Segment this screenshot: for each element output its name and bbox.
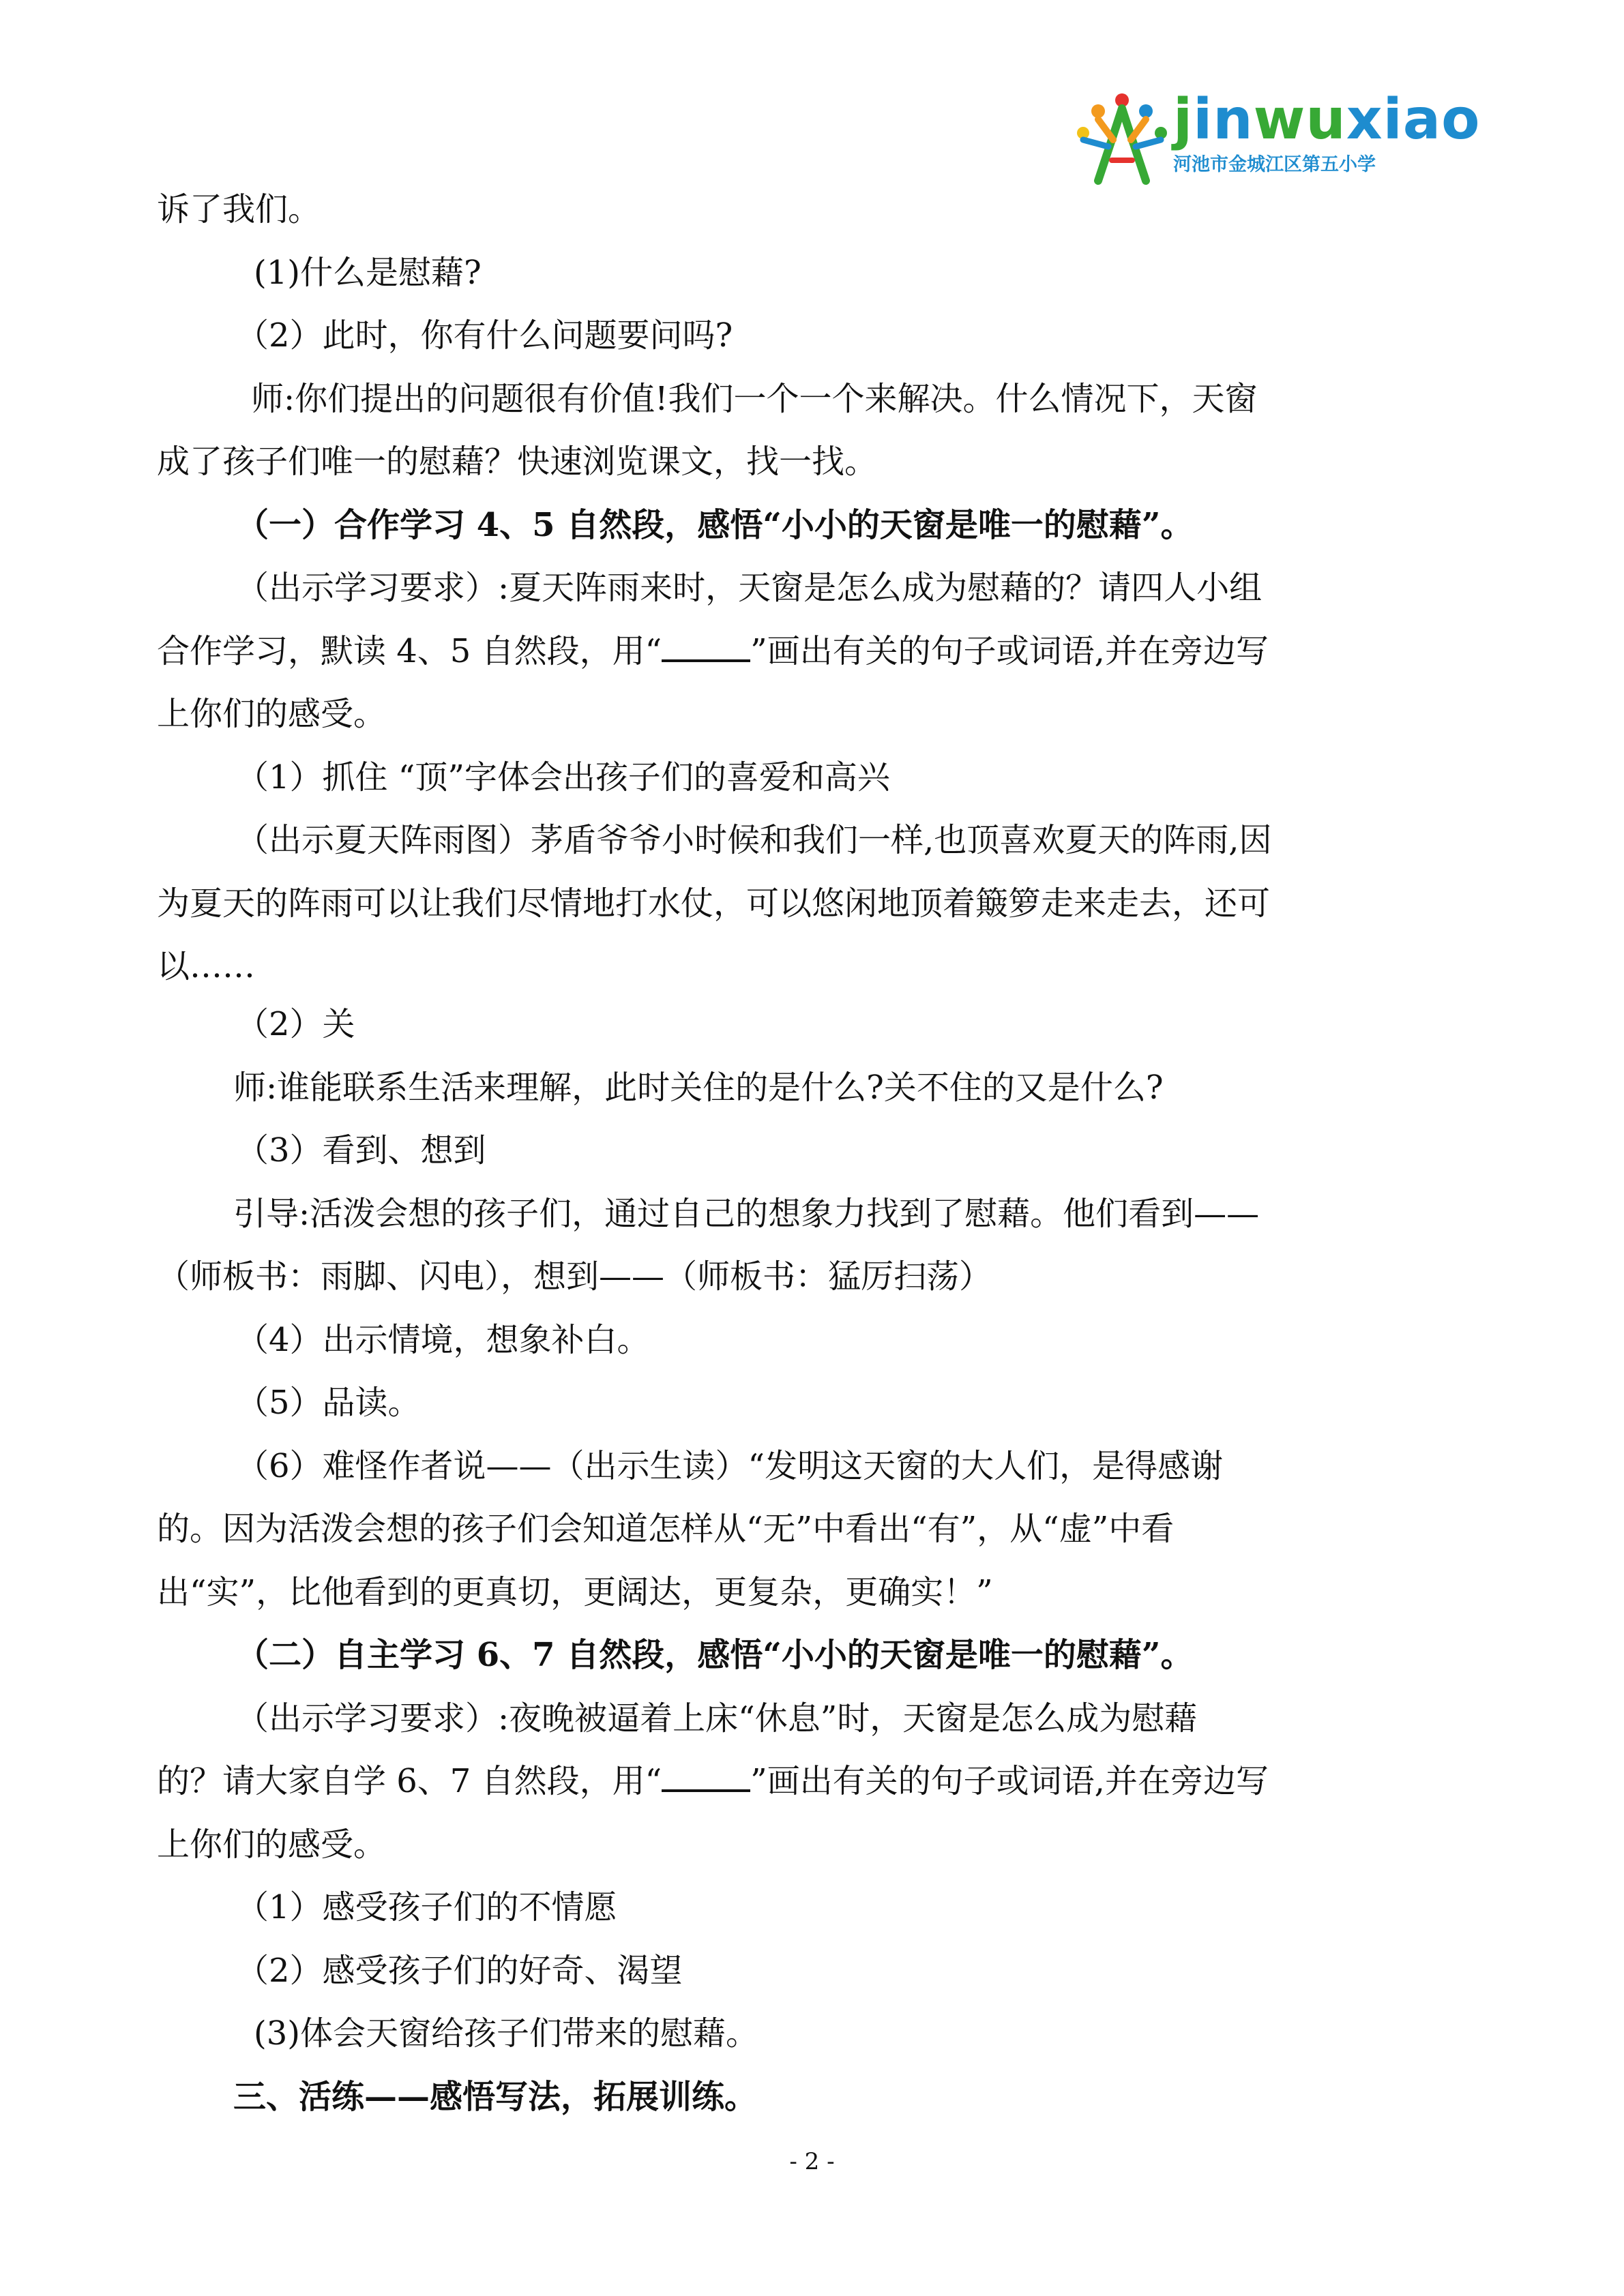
- paragraph-line: （4）出示情境，想象补白。: [236, 1321, 650, 1359]
- paragraph-line: 的。因为活泼会想的孩子们会知道怎样从“无”中看出“有”，从“虚”中看: [157, 1510, 1175, 1548]
- paragraph-line: 上你们的感受。: [157, 1825, 387, 1864]
- fill-blank-underline: [662, 632, 750, 662]
- paragraph-line: 以……: [157, 947, 256, 985]
- paragraph-line: 诉了我们。: [157, 190, 321, 228]
- paragraph-line: 为夏天的阵雨可以让我们尽情地打水仗，可以悠闲地顶着簸箩走来走去，还可: [157, 884, 1271, 923]
- paragraph-line: 引导:活泼会想的孩子们，通过自己的想象力找到了慰藉。他们看到——: [233, 1195, 1260, 1233]
- paragraph-line: 师:你们提出的问题很有价值!我们一个一个来解决。什么情况下，天窗: [251, 380, 1258, 418]
- paragraph-line: （出示学习要求）:夏天阵雨来时，天窗是怎么成为慰藉的？请四人小组: [236, 569, 1263, 607]
- paragraph-line: （师板书：雨脚、闪电），想到——（师板书：猛厉扫荡）: [157, 1257, 992, 1296]
- paragraph-line: （3）看到、想到: [236, 1131, 486, 1169]
- paragraph-line: (3)体会天窗给孩子们带来的慰藉。: [254, 2014, 758, 2053]
- paragraph-line: （出示学习要求）:夜晚被逼着上床“休息”时，天窗是怎么成为慰藉: [236, 1699, 1198, 1738]
- logo-wordmark: jinwuxiao: [1173, 87, 1481, 152]
- paragraph-line: （1）感受孩子们的不情愿: [236, 1888, 617, 1926]
- fill-blank-underline: [662, 1762, 750, 1792]
- paragraph-line: 的？请大家自学 6、7 自然段，用“ ”画出有关的句子或词语,并在旁边写: [157, 1762, 1269, 1800]
- paragraph-line: （出示夏天阵雨图）茅盾爷爷小时候和我们一样,也顶喜欢夏天的阵雨,因: [236, 821, 1272, 859]
- paragraph-line: 上你们的感受。: [157, 695, 387, 733]
- paragraph-line: （5）品读。: [236, 1384, 421, 1422]
- paragraph-line: （2）此时，你有什么问题要问吗?: [236, 316, 733, 355]
- paragraph-line: （2）关: [236, 1005, 355, 1043]
- school-name: 河池市金城江区第五小学: [1173, 154, 1376, 175]
- paragraph-line: （2）感受孩子们的好奇、渴望: [236, 1952, 683, 1990]
- section-heading: （一）合作学习 4、5 自然段，感悟“小小的天窗是唯一的慰藉”。: [236, 506, 1194, 544]
- paragraph-line: （6）难怪作者说——（出示生读）“发明这天窗的大人们，是得感谢: [236, 1447, 1224, 1485]
- paragraph-line: 成了孩子们唯一的慰藉？快速浏览课文，找一找。: [157, 443, 878, 481]
- paragraph-line: (1)什么是慰藉?: [254, 254, 482, 292]
- paragraph-line: 合作学习，默读 4、5 自然段，用“ ”画出有关的句子或词语,并在旁边写: [157, 632, 1269, 670]
- page-number: - 2 -: [789, 2148, 835, 2175]
- paragraph-line: 出“实”，比他看到的更真切，更阔达，更复杂，更确实！”: [157, 1573, 993, 1611]
- paragraph-line: 师:谁能联系生活来理解，此时关住的是什么?关不住的又是什么?: [233, 1069, 1164, 1107]
- section-heading: （二）自主学习 6、7 自然段，感悟“小小的天窗是唯一的慰藉”。: [236, 1636, 1194, 1674]
- section-heading: 三、活练——感悟写法，拓展训练。: [233, 2078, 758, 2116]
- paragraph-line: （1）抓住 “顶”字体会出孩子们的喜爱和高兴: [236, 758, 890, 796]
